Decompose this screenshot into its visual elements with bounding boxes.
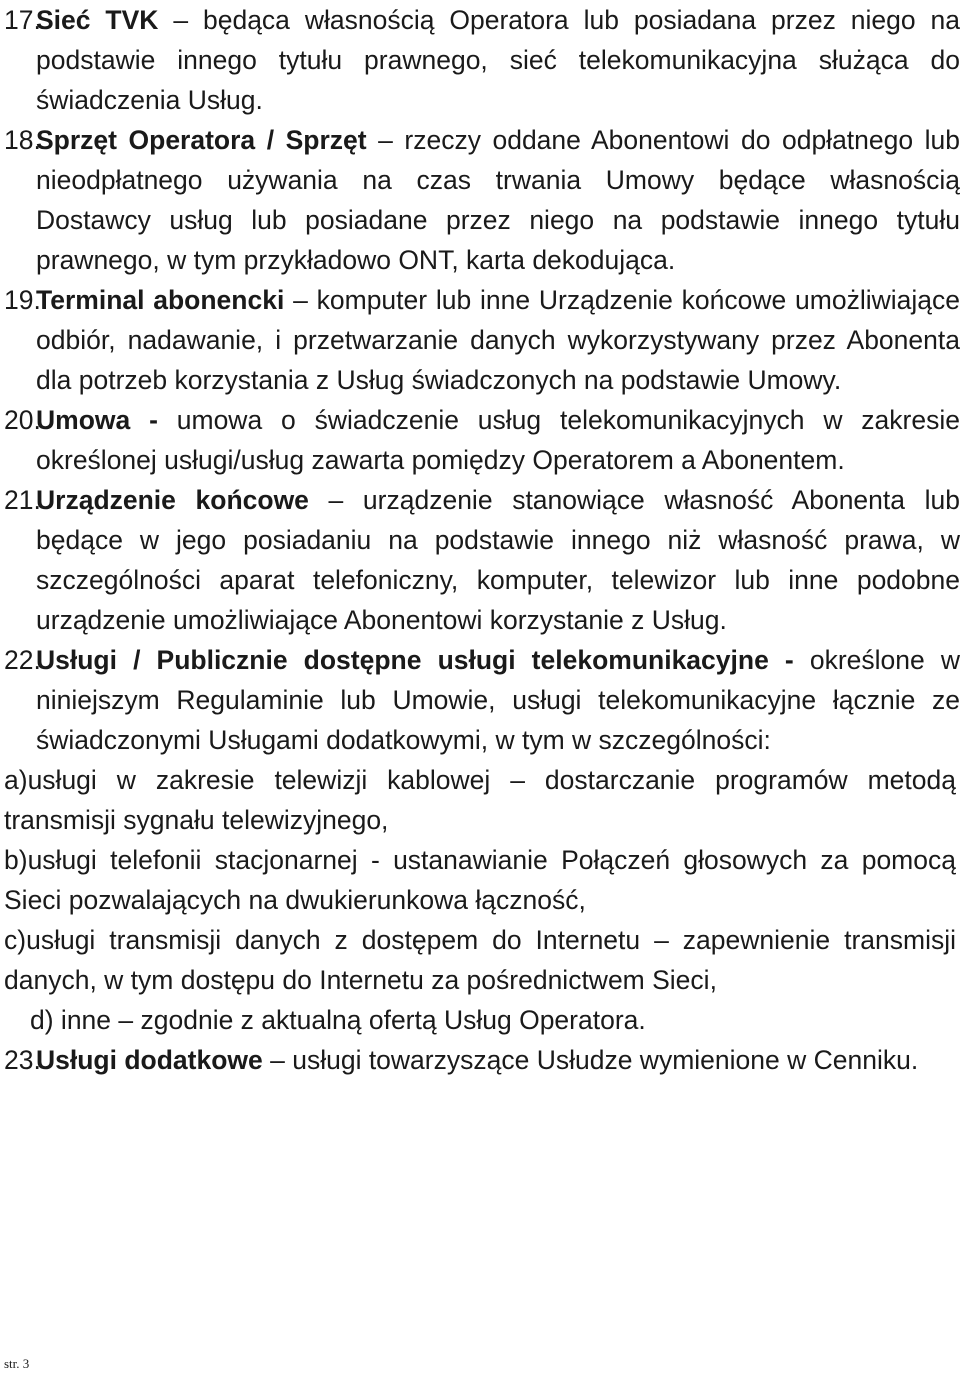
item-number: 17. xyxy=(4,5,41,35)
item-number: 22. xyxy=(4,645,41,675)
item-number: 18. xyxy=(4,125,41,155)
item-term: Terminal abonencki xyxy=(36,285,285,315)
item-separator: – xyxy=(366,125,405,155)
definition-item-23 xyxy=(0,1040,960,1080)
item-term: Usługi / Publicznie dostępne usługi telekomunikacyjne - xyxy=(36,645,794,675)
definition-item-20 xyxy=(0,400,960,480)
subitem-d: d) inne – zgodnie z aktualną ofertą Usług Operatora. xyxy=(30,1005,646,1035)
item-separator: – xyxy=(284,285,317,315)
item-text: komputer lub inne Urządzenie końcowe umożliwiające odbiór, nadawanie, i przetwarzanie danych wykorzystywany przez Abonenta dla potrzeb korzystania z Usług świadczonych na podstawie Umowy. xyxy=(36,285,960,395)
item-text: urządzenie stanowiące własność Abonenta lub będące w jego posiadaniu na podstawie innego niż własność prawa, w szczególności aparat telefoniczny, komputer, telewizor lub inne podobne urządzenie umożliwiające Abonentowi korzystanie z Usług. xyxy=(36,485,960,635)
item-separator: – xyxy=(308,485,363,515)
definition-item-21 xyxy=(0,480,960,640)
subitem-b: b)usługi telefonii stacjonarnej - ustanawianie Połączeń głosowych za pomocą Sieci pozwalających na dwukierunkowa łączność, xyxy=(4,845,956,915)
item-text: będąca własnością Operatora lub posiadana przez niego na podstawie innego tytułu prawnego, sieć telekomunikacyjna służąca do świadczenia Usług. xyxy=(36,5,960,115)
definition-item-18 xyxy=(0,120,960,280)
item-separator xyxy=(794,645,810,675)
item-term: Sieć TVK xyxy=(36,5,159,35)
item-text: usługi towarzyszące Usłudze wymienione w Cenniku. xyxy=(292,1045,919,1075)
item-separator xyxy=(158,405,177,435)
definition-item-22 xyxy=(0,640,960,760)
definition-item-17 xyxy=(0,0,960,120)
subitem-c: c)usługi transmisji danych z dostępem do Internetu – zapewnienie transmisji danych, w tym dostępu do Internetu za pośrednictwem Sieci, xyxy=(4,925,956,995)
item-term: Urządzenie końcowe xyxy=(36,485,309,515)
definition-item-19 xyxy=(0,280,960,400)
item-term: Usługi dodatkowe xyxy=(36,1045,263,1075)
page-number: str. 3 xyxy=(4,1356,30,1371)
item-term: Sprzęt Operatora / Sprzęt xyxy=(36,125,367,155)
item-text: określone w niniejszym Regulaminie lub Umowie, usługi telekomunikacyjne łącznie ze świadczonymi Usługami dodatkowymi, w tym w szczególności: xyxy=(36,645,960,755)
item-number: 23. xyxy=(4,1045,41,1075)
item-separator: – xyxy=(158,5,203,35)
subitem-a: a)usługi w zakresie telewizji kablowej – dostarczanie programów metodą transmisji sygnału telewizyjnego, xyxy=(4,765,956,835)
item-text: umowa o świadczenie usług telekomunikacyjnych w zakresie określonej usługi/usług zawarta pomiędzy Operatorem a Abonentem. xyxy=(36,405,960,475)
item-separator: – xyxy=(262,1045,293,1075)
item-term: Umowa - xyxy=(36,405,158,435)
item-number: 19. xyxy=(4,285,41,315)
item-number: 21. xyxy=(4,485,41,515)
item-number: 20. xyxy=(4,405,41,435)
item-text: rzeczy oddane Abonentowi do odpłatnego lub nieodpłatnego używania na czas trwania Umowy będące własnością Dostawcy usług lub posiadane przez niego na podstawie innego tytułu prawnego, w tym przykładowo ONT, karta dekodująca. xyxy=(36,125,960,275)
